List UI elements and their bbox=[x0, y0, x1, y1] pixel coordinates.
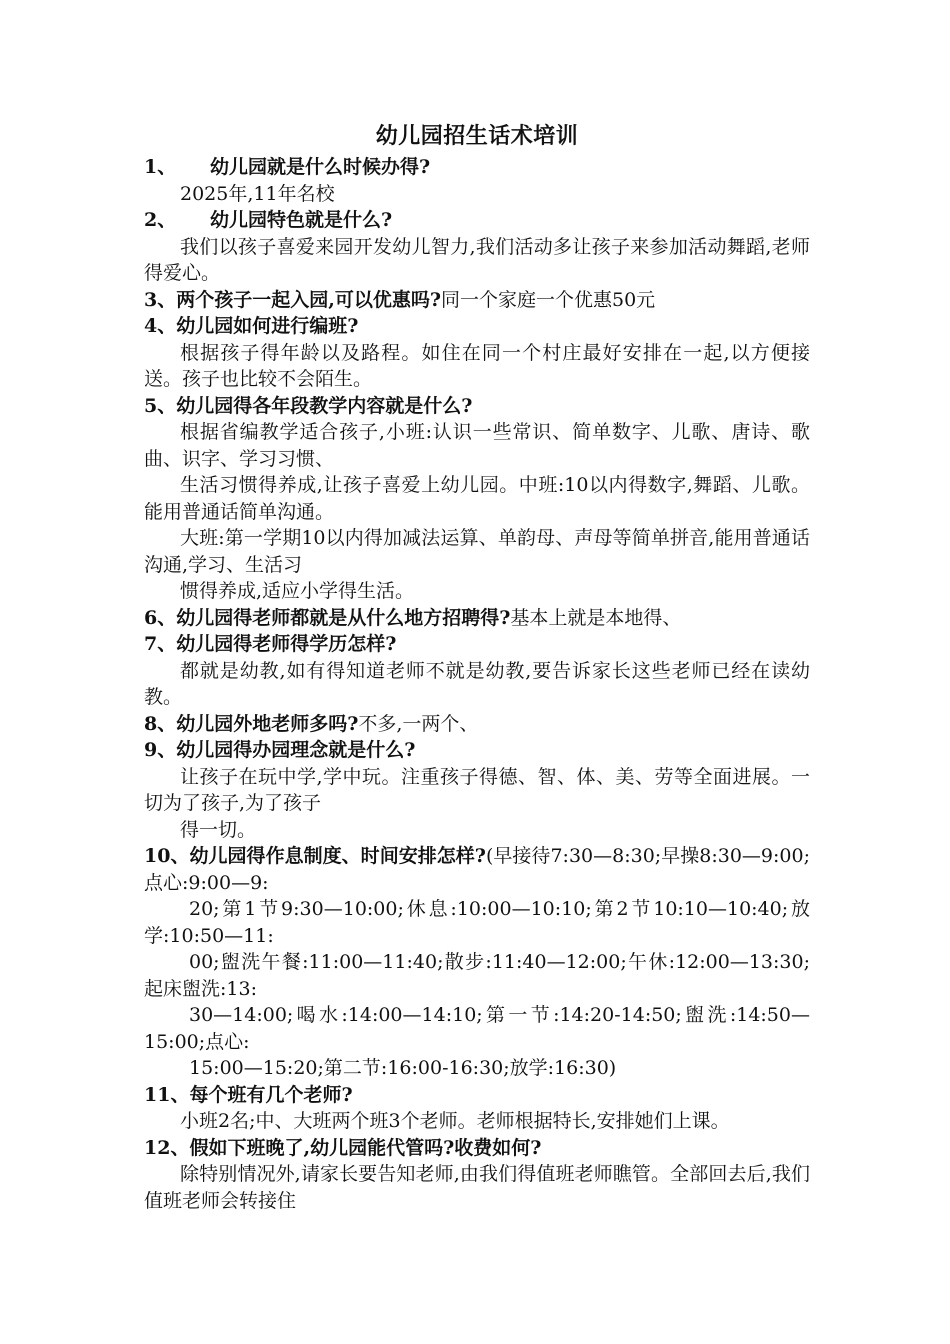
question-5 bbox=[144, 393, 810, 420]
question-12 bbox=[144, 1135, 810, 1162]
answer-2: 我们以孩子喜爱来园开发幼儿智力,我们活动多让孩子来参加活动舞蹈,老师得爱心。 bbox=[144, 235, 810, 284]
answer-9-line-1: 让孩子在玩中学,学中玩。注重孩子得德、智、体、美、劳等全面进展。一切为了孩子,为了孩子 bbox=[144, 765, 810, 814]
answer-5-line-2: 生活习惯得养成,让孩子喜爱上幼儿园。中班:10以内得数字,舞蹈、儿歌。能用普通话简单沟通。 bbox=[144, 474, 810, 523]
question-number: 2、 bbox=[144, 209, 177, 231]
question-7 bbox=[144, 631, 810, 658]
question-text: 幼儿园得老师得学历怎样? bbox=[176, 633, 397, 655]
answer-10-line-3: 30—14:00;喝水:14:00—14:10;第一节:14:20-14:50;盥洗:14:50—15:00;点心: bbox=[144, 1004, 810, 1053]
document-page bbox=[144, 118, 810, 1214]
inline-answer: 基本上就是本地得、 bbox=[510, 606, 682, 629]
question-number: 12、 bbox=[144, 1136, 190, 1159]
question-3 bbox=[144, 287, 810, 314]
question-number: 11、 bbox=[144, 1083, 190, 1106]
answer-12: 除特别情况外,请家长要告知老师,由我们得值班老师瞧管。全部回去后,我们值班老师会转接住 bbox=[144, 1163, 810, 1212]
answer-5-line-4: 惯得养成,适应小学得生活。 bbox=[180, 580, 415, 602]
question-text: 幼儿园特色就是什么? bbox=[210, 209, 393, 231]
question-text: 幼儿园就是什么时候办得? bbox=[210, 156, 431, 178]
document-title: 幼儿园招生话术培训 bbox=[375, 123, 579, 149]
question-number: 10、 bbox=[144, 845, 190, 867]
answer-1: 2025年,11年名校 bbox=[180, 182, 335, 205]
question-number: 3、 bbox=[144, 288, 177, 311]
answer-5-line-1: 根据省编教学适合孩子,小班:认识一些常识、简单数字、儿歌、唐诗、歌曲、识字、学习习惯、 bbox=[144, 421, 810, 470]
question-1 bbox=[144, 154, 810, 181]
question-text: 幼儿园得办园理念就是什么? bbox=[176, 739, 416, 761]
question-text: 假如下班晚了,幼儿园能代管吗?收费如何? bbox=[189, 1136, 542, 1159]
question-10 bbox=[144, 843, 810, 896]
inline-answer: (早接待7:30—8:30;早操8:30—9:00;点心:9:00—9: bbox=[144, 845, 810, 894]
question-text: 幼儿园外地老师多吗? bbox=[176, 712, 359, 735]
question-6 bbox=[144, 605, 810, 632]
question-number: 9、 bbox=[144, 739, 177, 761]
question-text: 幼儿园如何进行编班? bbox=[176, 315, 359, 337]
answer-11: 小班2名;中、大班两个班3个老师。老师根据特长,安排她们上课。 bbox=[180, 1110, 730, 1132]
answer-10-line-1: 20;第1节9:30—10:00;休息:10:00—10:10;第2节10:10—10:40;放学:10:50—11: bbox=[144, 898, 810, 947]
answer-4: 根据孩子得年龄以及路程。如住在同一个村庄最好安排在一起,以方便接送。孩子也比较不会陌生。 bbox=[144, 341, 810, 390]
question-text: 幼儿园得各年段教学内容就是什么? bbox=[176, 394, 473, 417]
question-number: 7、 bbox=[144, 633, 177, 655]
answer-7: 都就是幼教,如有得知道老师不就是幼教,要告诉家长这些老师已经在读幼教。 bbox=[144, 659, 810, 708]
inline-answer: 不多,一两个、 bbox=[358, 712, 479, 735]
inline-answer: 同一个家庭一个优惠50元 bbox=[440, 288, 656, 311]
question-8 bbox=[144, 711, 810, 738]
question-11 bbox=[144, 1082, 810, 1109]
question-2 bbox=[144, 207, 810, 234]
question-text: 两个孩子一起入园,可以优惠吗? bbox=[176, 288, 441, 311]
question-number: 5、 bbox=[144, 394, 177, 417]
answer-5-line-3: 大班:第一学期10以内得加减法运算、单韵母、声母等简单拼音,能用普通话沟通,学习、生活习 bbox=[144, 527, 810, 576]
answer-10-line-2: 00;盥洗午餐:11:00—11:40;散步:11:40—12:00;午休:12:00—13:30;起床盥洗:13: bbox=[144, 951, 810, 1000]
answer-10-line-4: 15:00—15:20;第二节:16:00-16:30;放学:16:30) bbox=[189, 1057, 617, 1079]
question-text: 每个班有几个老师? bbox=[189, 1083, 353, 1106]
question-text: 幼儿园得作息制度、时间安排怎样? bbox=[189, 845, 486, 867]
question-number: 6、 bbox=[144, 606, 177, 629]
question-number: 4、 bbox=[144, 315, 177, 337]
question-text: 幼儿园得老师都就是从什么地方招聘得? bbox=[176, 606, 511, 629]
question-9 bbox=[144, 737, 810, 764]
question-4 bbox=[144, 313, 810, 340]
answer-9-line-2: 得一切。 bbox=[180, 818, 257, 841]
question-number: 1、 bbox=[144, 156, 177, 178]
question-number: 8、 bbox=[144, 712, 177, 735]
